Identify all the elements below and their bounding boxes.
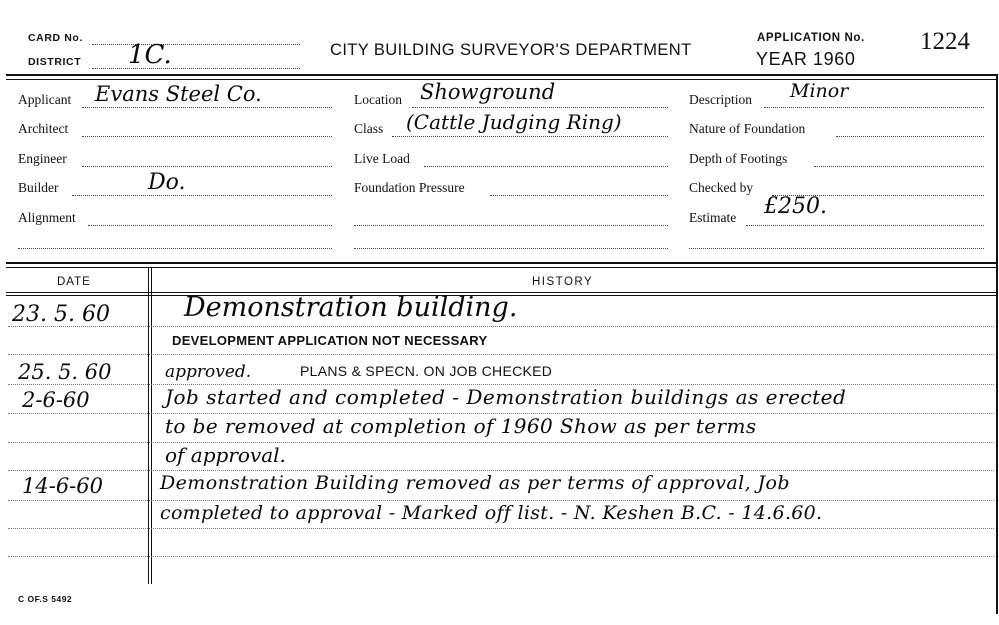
description-line (764, 107, 984, 108)
nature-line (836, 136, 984, 137)
entry-text: Job started and completed - Demonstration buildings as erected (165, 385, 847, 409)
row-line (8, 556, 994, 557)
entry-text: Demonstration building. (184, 292, 518, 323)
engineer-line (82, 166, 332, 167)
date-column-divider (148, 268, 149, 584)
entry-date: 25. 5. 60 (18, 360, 112, 384)
middle-extra-line (354, 225, 668, 226)
builder-label: Builder (18, 180, 59, 195)
date-column-divider-2 (151, 268, 152, 584)
estimate-value: £250. (764, 194, 827, 219)
alignment-label: Alignment (18, 210, 76, 225)
class-value: (Cattle Judging Ring) (406, 110, 622, 134)
row-line (8, 326, 994, 327)
applicant-line (82, 107, 332, 108)
district-label: DISTRICT (28, 56, 82, 68)
date-header: DATE (57, 276, 91, 288)
application-no-label: APPLICATION No. (757, 32, 865, 44)
development-stamp: DEVELOPMENT APPLICATION NOT NECESSARY (172, 333, 488, 348)
department-title: CITY BUILDING SURVEYOR'S DEPARTMENT (330, 41, 692, 59)
history-header: HISTORY (532, 276, 594, 288)
district-line (92, 68, 300, 69)
entry-date: 2-6-60 (22, 388, 90, 412)
district-value: 1C. (128, 40, 172, 70)
nature-of-foundation-label: Nature of Foundation (689, 121, 806, 136)
location-line (412, 107, 668, 108)
row-line (8, 442, 994, 443)
row-line (8, 528, 994, 529)
builder-line (72, 195, 332, 196)
history-rule-top-2 (6, 267, 996, 268)
estimate-line (746, 225, 984, 226)
estimate-label: Estimate (689, 210, 737, 225)
depth-line (814, 166, 984, 167)
year-label: YEAR 1960 (756, 49, 856, 69)
card-no-label: CARD No. (28, 32, 83, 44)
applicant-value: Evans Steel Co. (95, 82, 262, 106)
foundation-pressure-line (490, 195, 668, 196)
applicant-label: Applicant (18, 92, 72, 107)
plans-checked-stamp: PLANS & SPECN. ON JOB CHECKED (300, 363, 553, 379)
engineer-label: Engineer (18, 151, 67, 166)
alignment-line (88, 225, 332, 226)
builder-value: Do. (148, 170, 186, 195)
class-line (392, 136, 668, 137)
history-rule-top (6, 262, 996, 264)
entry-date: 14-6-60 (22, 474, 103, 498)
card-no-line (92, 44, 300, 45)
entry-text: to be removed at completion of 1960 Show as per terms (165, 414, 757, 438)
checked-by-label: Checked by (689, 180, 754, 195)
form-code: C OF.S 5492 (18, 594, 73, 604)
live-load-label: Live Load (354, 151, 410, 166)
live-load-line (424, 166, 668, 167)
right-border (996, 74, 998, 614)
description-label: Description (689, 92, 752, 107)
application-number: 1224 (920, 28, 970, 55)
location-value: Showground (420, 80, 556, 104)
description-value: Minor (790, 80, 849, 102)
architect-line (82, 136, 332, 137)
location-label: Location (354, 92, 402, 107)
row-line (8, 354, 994, 355)
entry-text: completed to approval - Marked off list. - N. Keshen B.C. - 14.6.60. (160, 502, 823, 524)
left-extra-line (18, 248, 332, 249)
entry-date: 23. 5. 60 (12, 302, 110, 327)
foundation-pressure-label: Foundation Pressure (354, 180, 465, 195)
row-line (8, 470, 994, 471)
entry-text: of approval. (165, 443, 286, 467)
header-rule-top (6, 74, 996, 76)
middle-extra-line-2 (354, 248, 668, 249)
row-line (8, 500, 994, 501)
depth-of-footings-label: Depth of Footings (689, 151, 788, 166)
entry-prefix: approved. (165, 362, 252, 382)
right-extra-line (689, 248, 984, 249)
architect-label: Architect (18, 121, 69, 136)
class-label: Class (354, 121, 384, 136)
entry-text: Demonstration Building removed as per terms of approval, Job (160, 472, 790, 494)
